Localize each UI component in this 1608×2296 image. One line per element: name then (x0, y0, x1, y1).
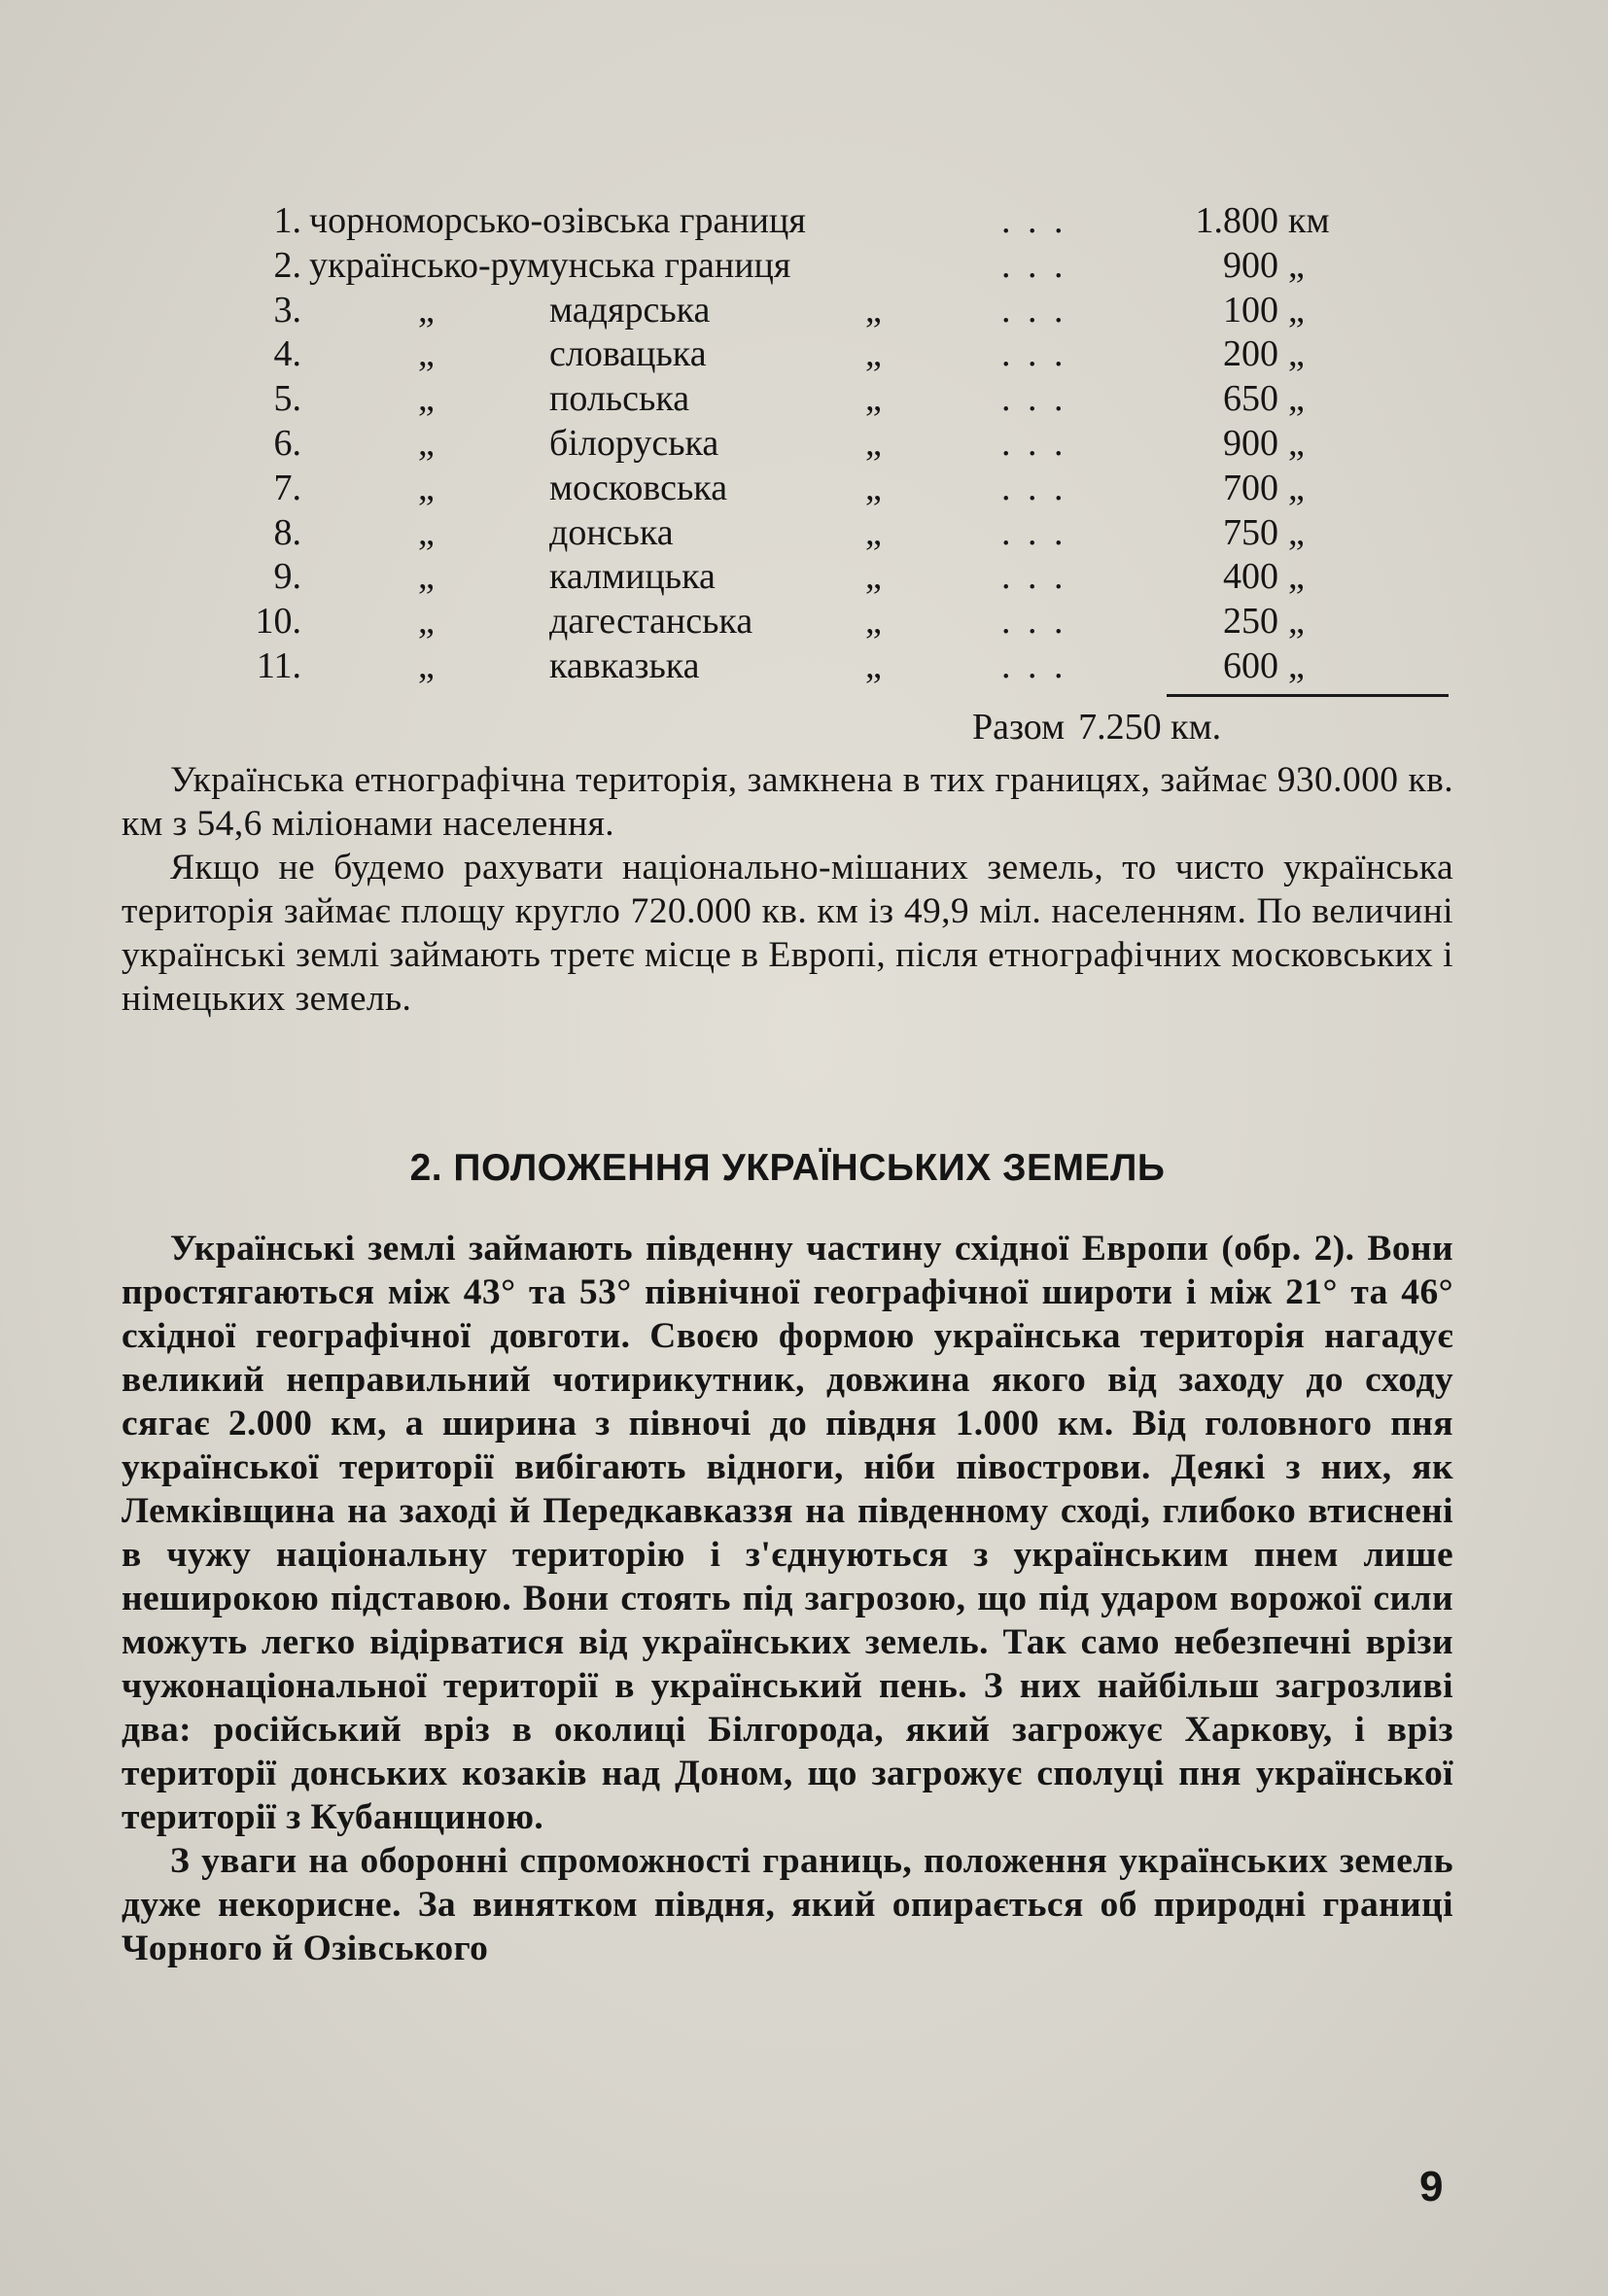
unit: „ (1288, 644, 1305, 686)
border-length: 250 (1223, 601, 1278, 643)
list-item (224, 422, 1449, 467)
ditto-mark: „ (418, 422, 435, 464)
list-item (224, 600, 1449, 644)
border-name: мадярська (549, 289, 711, 330)
ditto-mark: „ (865, 601, 882, 643)
border-lengths-list (224, 199, 1449, 689)
item-number: 2. (273, 244, 301, 286)
paragraph: Українська етнографічна територія, замкнена в тих границях, займає 930.000 кв. км з 54,6 міліонами населення. (122, 760, 1453, 844)
total-value: 7.250 км. (1078, 707, 1222, 748)
section-heading: 2. ПОЛОЖЕННЯ УКРАЇНСЬКИХ ЗЕМЕЛЬ (409, 1147, 1166, 1189)
ditto-mark: „ (418, 289, 435, 330)
ditto-mark: „ (865, 556, 882, 598)
total-rule (1167, 694, 1449, 697)
leader-dots: . . . (1001, 467, 1067, 508)
leader-dots: . . . (1001, 200, 1067, 241)
item-number: 1. (273, 200, 301, 241)
border-name: кавказька (549, 644, 700, 686)
ditto-mark: „ (865, 378, 882, 420)
leader-dots: . . . (1001, 333, 1067, 375)
border-name: українсько-румунська границя (309, 244, 791, 286)
item-number: 8. (273, 511, 301, 553)
leader-dots: . . . (1001, 601, 1067, 643)
leader-dots: . . . (1001, 556, 1067, 598)
ditto-mark: „ (418, 511, 435, 553)
border-name: дагестанська (549, 601, 753, 643)
body-text-2 (122, 1227, 1453, 1970)
paragraph: Українські землі займають південну частину східної Европи (обр. 2). Вони простягаються між 43° та 53° північної географічної широти і між 21° та 46° східної географічної довготи. Своєю формою українська територія нагадує великий неправильний чотирикутник, довжина якого від заходу до сходу сягає 2.000 км, а ширина з півночі до півдня 1.000 км. Від головного пня української території вибігають відноги, ніби півострови. Деякі з них, як Лемківщина на заході й Передкавказзя на південному сході, глибоко втиснені в чужу національну територію і з'єднуються з українським пнем лише неширокою підставою. Вони стоять під загрозою, що під ударом ворожої сили можуть легко відірватися від українських земель. Так само небезпечні врізи чужонаціональної території в український пень. З них найбільш загрозливі два: російський вріз в околиці Білгорода, який загрожує Харкову, і вріз території донських козаків над Доном, що загрожує сполуці пня української території з Кубанщиною. (122, 1229, 1453, 1837)
ditto-mark: „ (418, 601, 435, 643)
ditto-mark: „ (418, 467, 435, 508)
leader-dots: . . . (1001, 244, 1067, 286)
border-length: 900 (1223, 244, 1278, 286)
border-length: 900 (1223, 422, 1278, 464)
ditto-mark: „ (865, 422, 882, 464)
border-length: 200 (1223, 333, 1278, 375)
border-name: польська (549, 378, 690, 420)
unit: „ (1288, 511, 1305, 553)
item-number: 6. (273, 422, 301, 464)
total-line (972, 706, 1439, 748)
border-name: калмицька (549, 556, 716, 598)
item-number: 9. (273, 556, 301, 598)
border-name: словацька (549, 333, 707, 375)
border-name: донська (549, 511, 674, 553)
list-item (224, 467, 1449, 511)
list-item (224, 199, 1449, 244)
page-number: 9 (1419, 2163, 1444, 2210)
item-number: 7. (273, 467, 301, 508)
list-item (224, 511, 1449, 556)
border-name: білоруська (549, 422, 719, 464)
ditto-mark: „ (418, 333, 435, 375)
unit: „ (1288, 244, 1305, 286)
ditto-mark: „ (418, 378, 435, 420)
border-length: 1.800 (1195, 200, 1278, 241)
list-item (224, 289, 1449, 333)
unit: „ (1288, 289, 1305, 330)
ditto-mark: „ (418, 556, 435, 598)
border-length: 750 (1223, 511, 1278, 553)
border-length: 100 (1223, 289, 1278, 330)
ditto-mark: „ (865, 644, 882, 686)
unit: „ (1288, 422, 1305, 464)
ditto-mark: „ (865, 467, 882, 508)
list-item (224, 377, 1449, 422)
list-item (224, 332, 1449, 377)
unit: „ (1288, 333, 1305, 375)
ditto-mark: „ (418, 644, 435, 686)
unit: „ (1288, 378, 1305, 420)
leader-dots: . . . (1001, 378, 1067, 420)
leader-dots: . . . (1001, 511, 1067, 553)
item-number: 11. (256, 644, 301, 686)
border-name: чорноморсько-озівська границя (309, 200, 806, 241)
border-name: московська (549, 467, 728, 508)
unit: км (1288, 200, 1330, 241)
border-length: 600 (1223, 644, 1278, 686)
unit: „ (1288, 467, 1305, 508)
item-number: 3. (273, 289, 301, 330)
border-length: 700 (1223, 467, 1278, 508)
item-number: 5. (273, 378, 301, 420)
total-label: Разом (972, 707, 1066, 748)
leader-dots: . . . (1001, 644, 1067, 686)
unit: „ (1288, 601, 1305, 643)
item-number: 4. (273, 333, 301, 375)
leader-dots: . . . (1001, 422, 1067, 464)
ditto-mark: „ (865, 289, 882, 330)
border-length: 400 (1223, 556, 1278, 598)
paragraph: Якщо не будемо рахувати національно-мішаних земель, то чисто українська територія займає площу кругло 720.000 кв. км із 49,9 міл. населенням. По величині українські землі займають третє місце в Европі, після етнографічних московських і німецьких земель. (122, 848, 1453, 1019)
body-text-1 (122, 758, 1453, 1021)
unit: „ (1288, 556, 1305, 598)
list-item (224, 644, 1449, 689)
ditto-mark: „ (865, 511, 882, 553)
list-item (224, 555, 1449, 600)
border-length: 650 (1223, 378, 1278, 420)
leader-dots: . . . (1001, 289, 1067, 330)
item-number: 10. (255, 601, 301, 643)
paragraph: З уваги на оборонні спроможності границь, положення українських земель дуже некорисне. За винятком півдня, який опирається об природні границі Чорного й Озівського (122, 1841, 1453, 1968)
list-item (224, 244, 1449, 289)
ditto-mark: „ (865, 333, 882, 375)
